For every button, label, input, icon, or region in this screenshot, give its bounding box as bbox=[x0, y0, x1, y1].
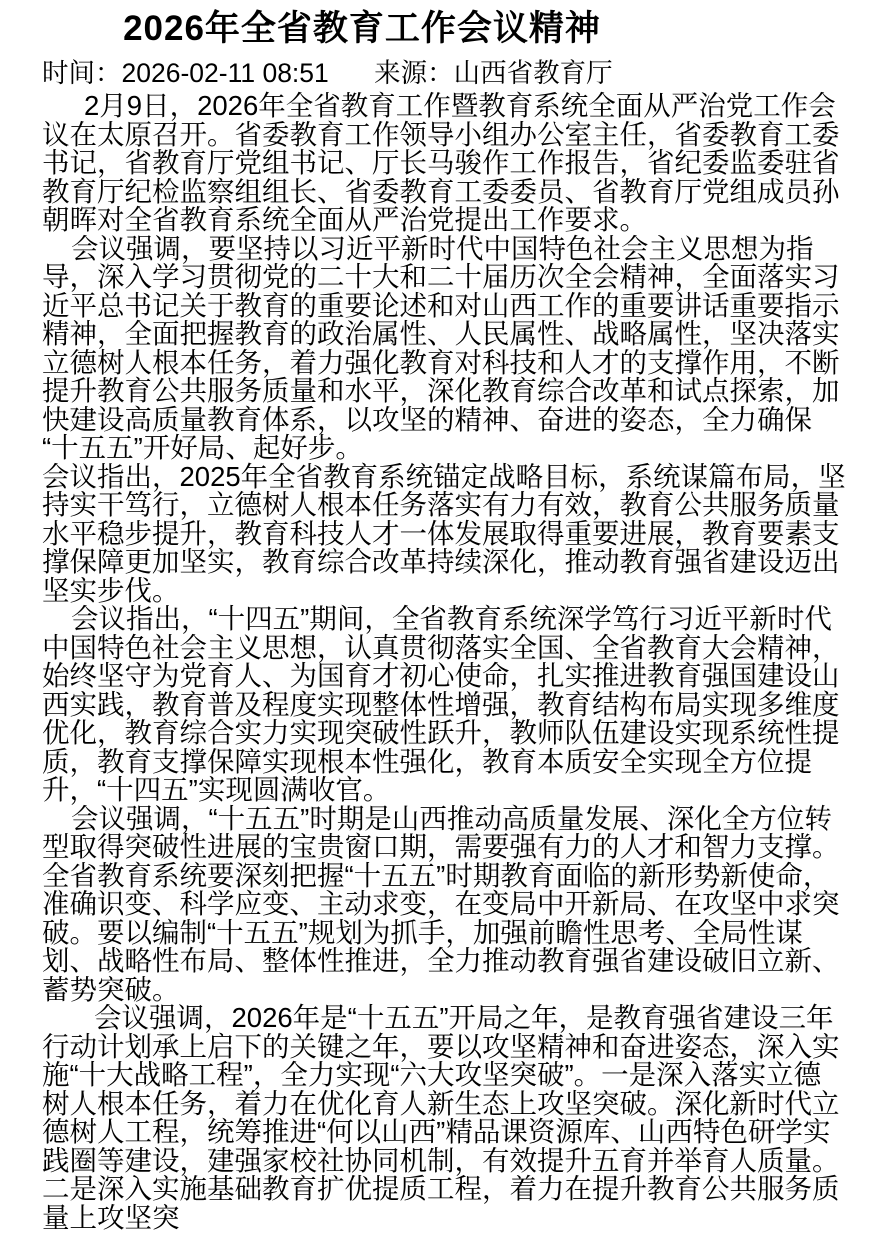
meta-source-label: 来源： bbox=[374, 58, 454, 88]
article-paragraph-3: 会议指出，2025年全省教育系统锚定战略目标，系统谋篇布局，坚持实干笃行，立德树人根本任务落实有力有效，教育公共服务质量水平稳步提升，教育科技人才一体发展取得重要进展，教育要素支撑保障更加坚实，教育综合改革持续深化，推动教育强省建设迈出坚实步伐。 bbox=[42, 460, 846, 606]
article-body bbox=[42, 92, 847, 1232]
meta-time-label: 时间： bbox=[42, 58, 122, 88]
article-paragraph-5: 会议强调，“十五五”时期是山西推动高质量发展、深化全方位转型取得突破性进展的宝贵窗口期，需要强有力的人才和智力支撑。全省教育系统要深刻把握“十五五”时期教育面临的新形势新使命，准确识变、科学应变、主动求变，在变局中开新局、在攻坚中求突破。要以编制“十五五”规划为抓手，加强前瞻性思考、全局性谋划、战略性布局、整体性推进，全力推动教育强省建设破旧立新、蓄势突破。 bbox=[42, 802, 840, 1005]
article-paragraph-6: 会议强调，2026年是“十五五”开局之年，是教育强省建设三年行动计划承上启下的关键之年，要以攻坚精神和奋进姿态，深入实施“十大战略工程”，全力实现“六大攻坚突破”。一是深入落实立德树人根本任务，着力在优化育人新生态上攻坚突破。深化新时代立德树人工程，统筹推进“何以山西”精品课资源库、山西特色研学实践圈等建设，建强家校社协同机制，有效提升五育并举育人质量。二是深入实施基础教育扩优提质工程，着力在提升教育公共服务质量上攻坚突 bbox=[42, 1002, 840, 1233]
meta-time-value: 2026-02-11 08:51 bbox=[121, 58, 329, 88]
meta-source bbox=[374, 58, 613, 88]
article-meta bbox=[42, 58, 847, 89]
article-paragraph-4: 会议指出，“十四五”期间，全省教育系统深学笃行习近平新时代中国特色社会主义思想，认真贯彻落实全国、全省教育大会精神，始终坚守为党育人、为国育才初心使命，扎实推进教育强国建设山西实践，教育普及程度实现整体性增强，教育结构布局实现多维度优化，教育综合实力实现突破性跃升，教师队伍建设实现系统性提质，教育支撑保障实现根本性强化，教育本质安全实现全方位提升，“十四五”实现圆满收官。 bbox=[42, 603, 840, 805]
article-paragraph-2: 会议强调，要坚持以习近平新时代中国特色社会主义思想为指导，深入学习贯彻党的二十大和二十届历次全会精神，全面落实习近平总书记关于教育的重要论述和对山西工作的重要讲话重要指示精神，全面把握教育的政治属性、人民属性、战略属性，坚决落实立德树人根本任务，着力强化教育对科技和人才的支撑作用，不断提升教育公共服务质量和水平，深化教育综合改革和试点探索，加快建设高质量教育体系，以攻坚的精神、奋进的姿态，全力确保“十五五”开好局、起好步。 bbox=[42, 232, 840, 463]
meta-source-value: 山西省教育厅 bbox=[453, 58, 613, 88]
meta-time bbox=[42, 58, 329, 88]
article-title: 2026年全省教育工作会议精神 bbox=[123, 9, 601, 48]
article-paragraph-1: 2月9日，2026年全省教育工作暨教育系统全面从严治党工作会议在太原召开。省委教育工作领导小组办公室主任，省委教育工委书记，省教育厅党组书记、厅长马骏作工作报告，省纪委监委驻省教育厅纪检监察组组长、省委教育工委委员、省教育厅党组成员孙朝晖对全省教育系统全面从严治党提出工作要求。 bbox=[42, 90, 840, 235]
